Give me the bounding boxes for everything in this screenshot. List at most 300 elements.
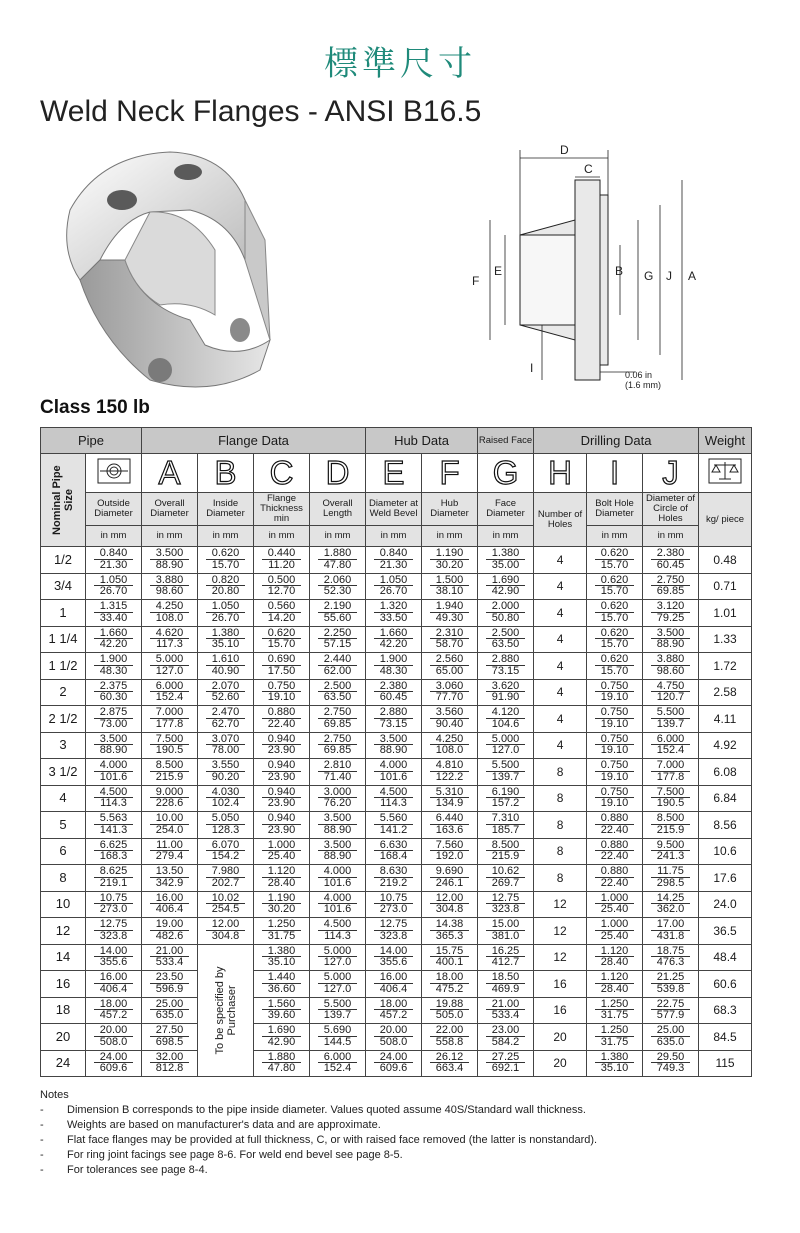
cell-c-mm: 17.50 <box>262 665 301 677</box>
cell-b-in: 0.820 <box>211 573 240 586</box>
cell-f-mm: 49.30 <box>430 612 469 624</box>
cell-g-mm: 35.00 <box>486 559 525 571</box>
cell-e-mm: 406.4 <box>374 983 413 995</box>
cell-a <box>142 759 198 786</box>
cell-d-mm: 101.6 <box>318 877 357 889</box>
cell-f <box>422 732 478 759</box>
cell-outside-diameter <box>86 865 142 892</box>
cell-e-in: 4.000 <box>379 759 408 771</box>
cell-f <box>422 547 478 574</box>
cell-c-mm: 35.10 <box>262 956 301 968</box>
cell-d-mm: 144.5 <box>318 1036 357 1048</box>
cell-e-mm: 88.90 <box>374 744 413 756</box>
cell-g-in: 10.62 <box>491 865 520 877</box>
cell-f-in: 4.250 <box>435 732 464 745</box>
cell-i-mm: 25.40 <box>595 930 634 942</box>
cell-i-mm: 25.40 <box>595 903 634 915</box>
cell-a-mm: 279.4 <box>150 850 189 862</box>
cell-j <box>643 918 699 945</box>
cell-b-in: 0.620 <box>211 547 240 559</box>
cell-i-mm: 22.40 <box>595 850 634 862</box>
desc-a: Overall Diameter <box>142 493 198 526</box>
cell-f-in: 3.560 <box>435 706 464 718</box>
cell-a-in: 21.00 <box>155 944 184 957</box>
unit-header: in mm <box>86 526 142 547</box>
cell-weight: 10.6 <box>699 838 752 865</box>
cell-e-in: 24.00 <box>379 1050 408 1063</box>
cell-b <box>198 679 254 706</box>
cell-a-mm: 342.9 <box>150 877 189 889</box>
cell-j-mm: 120.7 <box>651 691 690 703</box>
cell-g-in: 12.75 <box>491 891 520 904</box>
desc-f: Hub Diameter <box>422 493 478 526</box>
cell-g-mm: 269.7 <box>486 877 525 889</box>
cell-f <box>422 891 478 918</box>
cell-outside-diameter-mm: 609.6 <box>94 1062 133 1074</box>
cell-e-in: 6.630 <box>379 838 408 851</box>
cell-a-mm: 698.5 <box>150 1036 189 1048</box>
cell-g <box>478 679 534 706</box>
cell-e-in: 8.630 <box>379 865 408 877</box>
cell-outside-diameter-in: 20.00 <box>99 1024 128 1036</box>
table-row <box>41 626 752 653</box>
cell-i-in: 1.250 <box>600 997 629 1010</box>
cell-d-mm: 55.60 <box>318 612 357 624</box>
cell-nps: 2 1/2 <box>41 706 86 733</box>
table-row <box>41 812 752 839</box>
cell-e <box>366 891 422 918</box>
cell-e-in: 5.560 <box>379 812 408 824</box>
cell-f <box>422 679 478 706</box>
cell-b-in: 10.02 <box>211 891 240 904</box>
cell-g <box>478 1050 534 1077</box>
cell-c-mm: 14.20 <box>262 612 301 624</box>
cell-i-in: 1.120 <box>600 971 629 983</box>
nominal-pipe-size-header: Nominal Pipe Size <box>51 465 75 535</box>
cell-b-mm: 202.7 <box>206 877 245 889</box>
cell-j-in: 6.000 <box>656 732 685 745</box>
cell-i-mm: 22.40 <box>595 824 634 836</box>
cell-g-mm: 63.50 <box>486 638 525 650</box>
cell-outside-diameter-mm: 48.30 <box>94 665 133 677</box>
cell-e-in: 16.00 <box>379 971 408 983</box>
note-item: - Flat face flanges may be provided at full thickness, C, or with raised face removed (the latter is nonstandard). <box>40 1134 598 1146</box>
cell-outside-diameter-mm: 26.70 <box>94 585 133 597</box>
cell-e-mm: 323.8 <box>374 930 413 942</box>
cell-j <box>643 600 699 627</box>
cell-j <box>643 547 699 574</box>
cell-e-mm: 273.0 <box>374 903 413 915</box>
cell-a-in: 7.000 <box>155 706 184 718</box>
cell-d <box>310 573 366 600</box>
cell-j <box>643 785 699 812</box>
cell-j-in: 29.50 <box>656 1050 685 1063</box>
unit-header: in mm <box>478 526 534 547</box>
cell-nps: 3/4 <box>41 573 86 600</box>
cell-f-in: 19.88 <box>435 997 464 1010</box>
unit-header: in mm <box>142 526 198 547</box>
cell-f-mm: 558.8 <box>430 1036 469 1048</box>
cell-i-in: 0.880 <box>600 812 629 824</box>
cell-f-mm: 505.0 <box>430 1009 469 1021</box>
chinese-title: 標準尺寸 <box>324 44 476 84</box>
cell-c <box>254 838 310 865</box>
cell-d-mm: 127.0 <box>318 983 357 995</box>
diagram-label-j: J <box>666 269 672 283</box>
group-hub-data: Hub Data <box>366 428 478 454</box>
cell-j <box>643 838 699 865</box>
note-item: - For ring joint facings see page 8-6. For weld end bevel see page 8-5. <box>40 1149 403 1161</box>
cell-outside-diameter <box>86 971 142 998</box>
cell-e <box>366 971 422 998</box>
cell-e-in: 2.380 <box>379 679 408 692</box>
unit-header: in mm <box>198 526 254 547</box>
cell-weight: 17.6 <box>699 865 752 892</box>
cell-weight: 60.6 <box>699 971 752 998</box>
cell-f-in: 1.940 <box>435 600 464 612</box>
cell-g <box>478 1024 534 1051</box>
cell-j-in: 11.75 <box>657 865 684 877</box>
cell-j-in: 5.500 <box>656 706 685 718</box>
cell-outside-diameter-in: 10.75 <box>99 891 128 904</box>
cell-d-in: 2.250 <box>323 626 352 639</box>
cell-g <box>478 891 534 918</box>
cell-g <box>478 865 534 892</box>
cell-j-mm: 177.8 <box>651 771 690 783</box>
cell-c-mm: 11.20 <box>262 559 301 571</box>
cell-f <box>422 918 478 945</box>
cell-g-in: 2.880 <box>491 653 520 665</box>
cell-d <box>310 997 366 1024</box>
cell-outside-diameter-in: 5.563 <box>99 812 128 824</box>
cell-i-in: 1.250 <box>600 1024 629 1036</box>
cell-j-mm: 298.5 <box>651 877 690 889</box>
letter-g: G <box>492 454 519 491</box>
cell-outside-diameter-in: 1.050 <box>99 573 128 586</box>
desc-weight: kg/ piece <box>699 493 752 547</box>
cell-outside-diameter-mm: 355.6 <box>94 956 133 968</box>
notes-section <box>40 1088 597 1178</box>
cell-e-in: 1.660 <box>379 626 408 639</box>
cell-nps: 24 <box>41 1050 86 1077</box>
cell-f <box>422 600 478 627</box>
cell-c-mm: 42.90 <box>262 1036 301 1048</box>
cell-a-mm: 596.9 <box>150 983 189 995</box>
cell-a-in: 4.620 <box>155 626 184 639</box>
cell-a <box>142 626 198 653</box>
cell-d-mm: 88.90 <box>318 824 357 836</box>
cell-j <box>643 1050 699 1077</box>
cell-c <box>254 785 310 812</box>
cell-h: 4 <box>534 653 587 680</box>
cell-a <box>142 918 198 945</box>
cell-e <box>366 1024 422 1051</box>
cell-f-mm: 663.4 <box>430 1062 469 1074</box>
cell-outside-diameter-in: 24.00 <box>99 1050 128 1063</box>
cell-d <box>310 1024 366 1051</box>
cell-b-mm: 128.3 <box>206 824 245 836</box>
table-row <box>41 573 752 600</box>
cell-d <box>310 600 366 627</box>
cell-outside-diameter-in: 12.75 <box>99 918 128 930</box>
cell-d <box>310 706 366 733</box>
cell-weight: 6.84 <box>699 785 752 812</box>
cell-c-in: 0.940 <box>267 785 296 798</box>
cell-g-mm: 42.90 <box>486 585 525 597</box>
cell-a-mm: 812.8 <box>150 1062 189 1074</box>
cell-h: 4 <box>534 547 587 574</box>
cell-e-mm: 508.0 <box>374 1036 413 1048</box>
cell-i-mm: 19.10 <box>595 718 634 730</box>
cell-nps: 20 <box>41 1024 86 1051</box>
table-row <box>41 1024 752 1051</box>
cell-e-in: 20.00 <box>379 1024 408 1036</box>
cell-i-in: 0.750 <box>600 679 629 692</box>
cell-i-in: 0.620 <box>600 653 629 665</box>
cell-c-in: 0.560 <box>267 600 296 612</box>
cell-d <box>310 732 366 759</box>
cell-b-in: 1.380 <box>211 626 240 639</box>
cell-d <box>310 944 366 971</box>
cell-weight: 6.08 <box>699 759 752 786</box>
cell-i <box>587 1050 643 1077</box>
cell-a-in: 3.880 <box>155 573 184 586</box>
cell-c-mm: 23.90 <box>262 824 301 836</box>
cell-e-mm: 114.3 <box>374 797 413 809</box>
cell-j-mm: 69.85 <box>651 585 690 597</box>
cell-c-in: 1.120 <box>267 865 296 877</box>
cell-c-mm: 23.90 <box>262 797 301 809</box>
cell-g-mm: 323.8 <box>486 903 525 915</box>
cell-j-in: 14.25 <box>656 891 685 904</box>
cell-g-in: 7.310 <box>491 812 520 824</box>
cell-f-mm: 400.1 <box>430 956 469 968</box>
cell-j <box>643 997 699 1024</box>
cell-f-mm: 304.8 <box>430 903 469 915</box>
cell-c <box>254 1024 310 1051</box>
cell-h: 12 <box>534 891 587 918</box>
cell-g <box>478 759 534 786</box>
cell-a <box>142 679 198 706</box>
cell-j <box>643 706 699 733</box>
table-row <box>41 785 752 812</box>
cell-i <box>587 944 643 971</box>
cell-g-mm: 692.1 <box>486 1062 525 1074</box>
cell-b-mm: 40.90 <box>206 665 245 677</box>
cell-outside-diameter-mm: 42.20 <box>94 638 133 650</box>
cell-h: 8 <box>534 812 587 839</box>
cell-b-in: 6.070 <box>211 838 240 851</box>
cell-j <box>643 944 699 971</box>
cell-e-mm: 26.70 <box>374 585 413 597</box>
cell-d-in: 3.000 <box>323 785 352 798</box>
cell-j-in: 2.380 <box>656 547 685 559</box>
cell-f <box>422 1050 478 1077</box>
cell-e <box>366 785 422 812</box>
cell-e-mm: 60.45 <box>374 691 413 703</box>
cell-a <box>142 653 198 680</box>
cell-h: 16 <box>534 997 587 1024</box>
cell-outside-diameter-in: 0.840 <box>99 547 128 559</box>
cell-a-mm: 533.4 <box>150 956 189 968</box>
cell-d-in: 2.440 <box>323 653 352 665</box>
cell-j-mm: 241.3 <box>651 850 690 862</box>
cell-f <box>422 785 478 812</box>
cell-a-in: 4.250 <box>155 600 184 612</box>
cell-a-mm: 177.8 <box>150 718 189 730</box>
cell-a-in: 9.000 <box>155 785 184 798</box>
cell-outside-diameter-mm: 21.30 <box>94 559 133 571</box>
cell-b-mm: 102.4 <box>206 797 245 809</box>
cell-a <box>142 812 198 839</box>
cell-d-in: 1.880 <box>323 547 352 559</box>
cell-outside-diameter <box>86 918 142 945</box>
cell-f <box>422 971 478 998</box>
cell-b-mm: 62.70 <box>206 718 245 730</box>
cell-f-in: 3.060 <box>435 679 464 692</box>
cell-e-mm: 355.6 <box>374 956 413 968</box>
cell-b-mm: 78.00 <box>206 744 245 756</box>
letter-a: A <box>158 454 181 491</box>
cell-i-in: 0.750 <box>600 706 629 718</box>
cell-b-in: 3.550 <box>211 759 240 771</box>
cell-b <box>198 759 254 786</box>
cell-j-in: 7.500 <box>656 785 685 798</box>
cell-i-mm: 31.75 <box>595 1036 634 1048</box>
cell-outside-diameter <box>86 626 142 653</box>
cell-a <box>142 944 198 971</box>
cell-i <box>587 865 643 892</box>
diagram-offset-mm: (1.6 mm) <box>625 380 661 390</box>
cell-b-mm: 15.70 <box>206 559 245 571</box>
cell-j-mm: 749.3 <box>651 1062 690 1074</box>
cell-nps: 8 <box>41 865 86 892</box>
cell-d-in: 4.000 <box>323 891 352 904</box>
cell-b <box>198 626 254 653</box>
cell-outside-diameter <box>86 838 142 865</box>
note-item: - Dimension B corresponds to the pipe inside diameter. Values quoted assume 40S/Standard wall thickness. <box>40 1104 586 1116</box>
cell-a <box>142 1024 198 1051</box>
cell-g-mm: 50.80 <box>486 612 525 624</box>
cell-d-mm: 71.40 <box>318 771 357 783</box>
cell-outside-diameter <box>86 547 142 574</box>
cell-e-mm: 609.6 <box>374 1062 413 1074</box>
notes-heading: Notes <box>40 1089 69 1101</box>
table-row <box>41 759 752 786</box>
cell-nps: 16 <box>41 971 86 998</box>
cell-a-mm: 254.0 <box>150 824 189 836</box>
cell-a <box>142 706 198 733</box>
cell-d-in: 3.500 <box>323 838 352 851</box>
diagram-label-c: C <box>584 162 593 176</box>
cell-f-mm: 192.0 <box>430 850 469 862</box>
cell-c-in: 1.000 <box>267 838 296 851</box>
cell-outside-diameter-mm: 273.0 <box>94 903 133 915</box>
cell-a-mm: 108.0 <box>150 612 189 624</box>
cell-g <box>478 706 534 733</box>
cell-e-mm: 457.2 <box>374 1009 413 1021</box>
cell-f <box>422 812 478 839</box>
cell-f-in: 15.75 <box>435 944 464 957</box>
cell-weight: 4.92 <box>699 732 752 759</box>
table-row <box>41 997 752 1024</box>
unit-header: in mm <box>587 526 643 547</box>
table-body <box>41 547 752 1077</box>
cell-f-in: 12.00 <box>435 891 464 904</box>
cell-d-in: 2.060 <box>323 573 352 586</box>
cell-i-mm: 28.40 <box>595 983 634 995</box>
cell-i-in: 0.750 <box>600 759 629 771</box>
cell-e-mm: 21.30 <box>374 559 413 571</box>
cell-c-in: 0.940 <box>267 732 296 745</box>
cell-weight: 4.11 <box>699 706 752 733</box>
cell-b-in: 4.030 <box>211 785 240 798</box>
cell-outside-diameter <box>86 706 142 733</box>
cell-e-mm: 141.2 <box>374 824 413 836</box>
cell-e-in: 10.75 <box>379 891 408 904</box>
cell-d <box>310 547 366 574</box>
cell-weight: 0.71 <box>699 573 752 600</box>
cell-c <box>254 573 310 600</box>
cell-d-in: 5.690 <box>323 1024 352 1036</box>
cell-c-in: 1.190 <box>267 891 296 904</box>
cell-a <box>142 547 198 574</box>
cell-i <box>587 759 643 786</box>
cell-d-mm: 47.80 <box>318 559 357 571</box>
cell-g <box>478 626 534 653</box>
cell-b-mm: 304.8 <box>206 930 245 942</box>
cell-nps: 14 <box>41 944 86 971</box>
cell-outside-diameter <box>86 573 142 600</box>
table-row <box>41 547 752 574</box>
letter-d: D <box>325 454 350 491</box>
cell-b <box>198 865 254 892</box>
diagram-label-e: E <box>494 264 503 278</box>
cell-outside-diameter <box>86 732 142 759</box>
cell-b-mm: 254.5 <box>206 903 245 915</box>
cell-weight: 1.01 <box>699 600 752 627</box>
cell-nps: 4 <box>41 785 86 812</box>
cell-f <box>422 759 478 786</box>
cell-e-mm: 101.6 <box>374 771 413 783</box>
cell-f-mm: 90.40 <box>430 718 469 730</box>
cell-c <box>254 706 310 733</box>
cell-f-mm: 65.00 <box>430 665 469 677</box>
cell-g <box>478 944 534 971</box>
cell-f-mm: 30.20 <box>430 559 469 571</box>
cell-d <box>310 653 366 680</box>
flange-illustration <box>40 140 290 400</box>
cell-outside-diameter-in: 2.875 <box>99 706 128 718</box>
cell-weight: 115 <box>699 1050 752 1077</box>
cell-b <box>198 812 254 839</box>
cell-a-in: 23.50 <box>155 971 184 983</box>
cell-d <box>310 918 366 945</box>
cell-e-in: 2.880 <box>379 706 408 718</box>
cell-c-in: 1.250 <box>267 918 296 930</box>
cell-f-in: 1.500 <box>435 573 464 586</box>
cell-f <box>422 997 478 1024</box>
cell-i-in: 0.880 <box>600 838 629 851</box>
note-item: - Weights are based on manufacturer's data and are approximate. <box>40 1119 381 1131</box>
group-pipe: Pipe <box>41 428 142 454</box>
cell-d-in: 2.750 <box>323 732 352 745</box>
cell-f <box>422 1024 478 1051</box>
cell-f-mm: 77.70 <box>430 691 469 703</box>
cell-e <box>366 838 422 865</box>
table-row <box>41 838 752 865</box>
cell-j <box>643 891 699 918</box>
